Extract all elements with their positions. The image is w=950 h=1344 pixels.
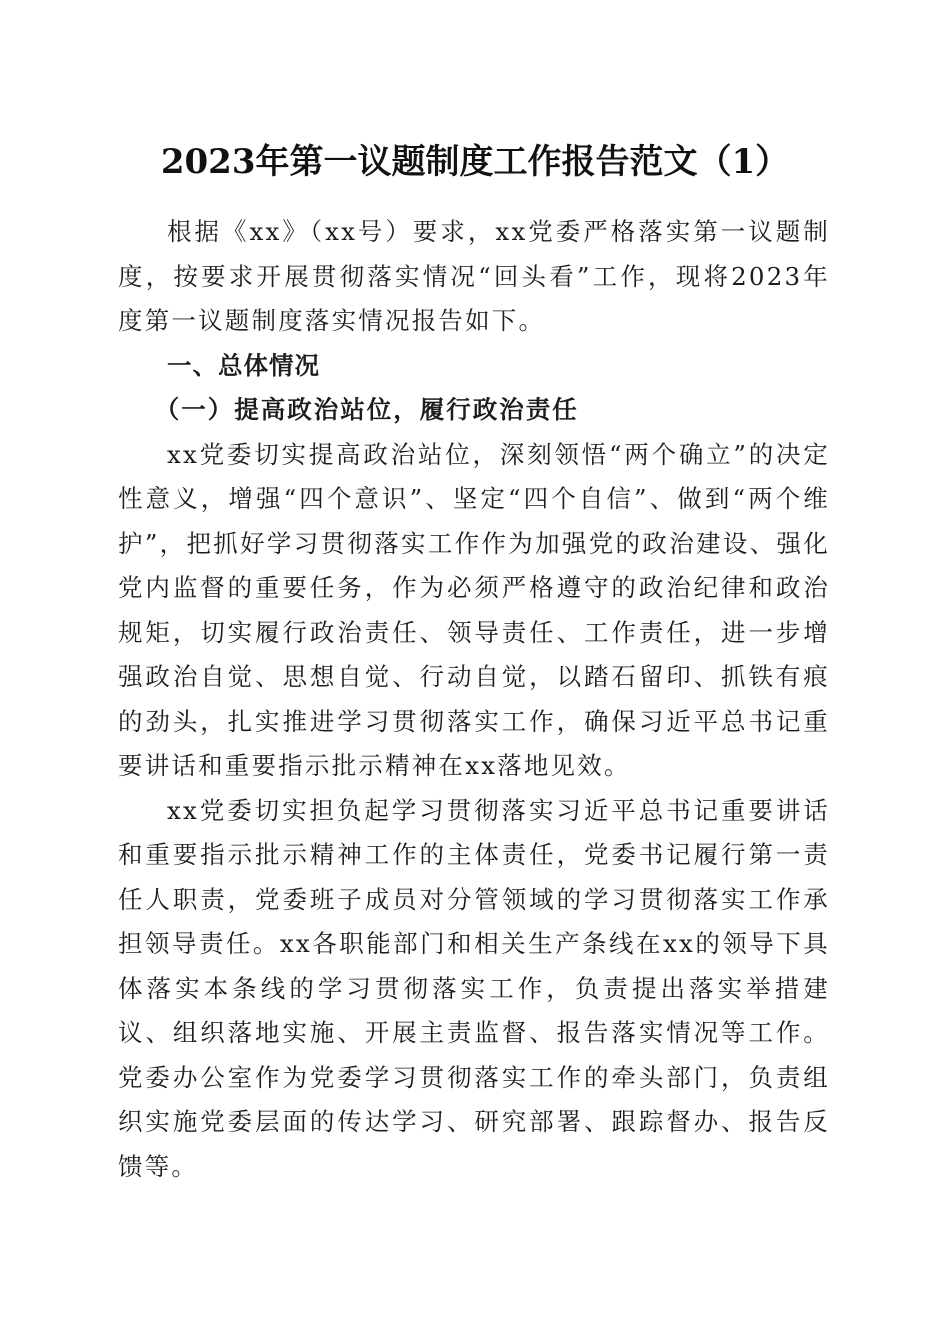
body-paragraph: xx党委切实提高政治站位，深刻领悟“两个确立”的决定性意义，增强“四个意识”、坚定“四个自信”、做到“两个维护”，把抓好学习贯彻落实工作作为加强党的政治建设、强化党内监督的重要任务，作为必须严格遵守的政治纪律和政治规矩，切实履行政治责任、领导责任、工作责任，进一步增强政治自觉、思想自觉、行动自觉，以踏石留印、抓铁有痕的劲头，扎实推进学习贯彻落实工作，确保习近平总书记重要讲话和重要指示批示精神在xx落地见效。 [118, 439, 830, 780]
document-body [118, 210, 830, 1189]
intro-paragraph: 根据《xx》（xx号）要求，xx党委严格落实第一议题制度，按要求开展贯彻落实情况“回头看”工作，现将2023年度第一议题制度落实情况报告如下。 [118, 217, 830, 335]
section-heading: 一、总体情况 [167, 350, 320, 380]
subsection-heading: （一）提高政治站位，履行政治责任 [154, 395, 579, 424]
body-paragraph: xx党委切实担负起学习贯彻落实习近平总书记重要讲话和重要指示批示精神工作的主体责任，党委书记履行第一责任人职责，党委班子成员对分管领域的学习贯彻落实工作承担领导责任。xx各职能部门和相关生产条线在xx的领导下具体落实本条线的学习贯彻落实工作，负责提出落实举措建议、组织落地实施、开展主责监督、报告落实情况等工作。党委办公室作为党委学习贯彻落实工作的牵头部门，负责组织实施党委层面的传达学习、研究部署、跟踪督办、报告反馈等。 [118, 795, 830, 1181]
document-title: 2023年第一议题制度工作报告范文（1） [160, 142, 790, 182]
